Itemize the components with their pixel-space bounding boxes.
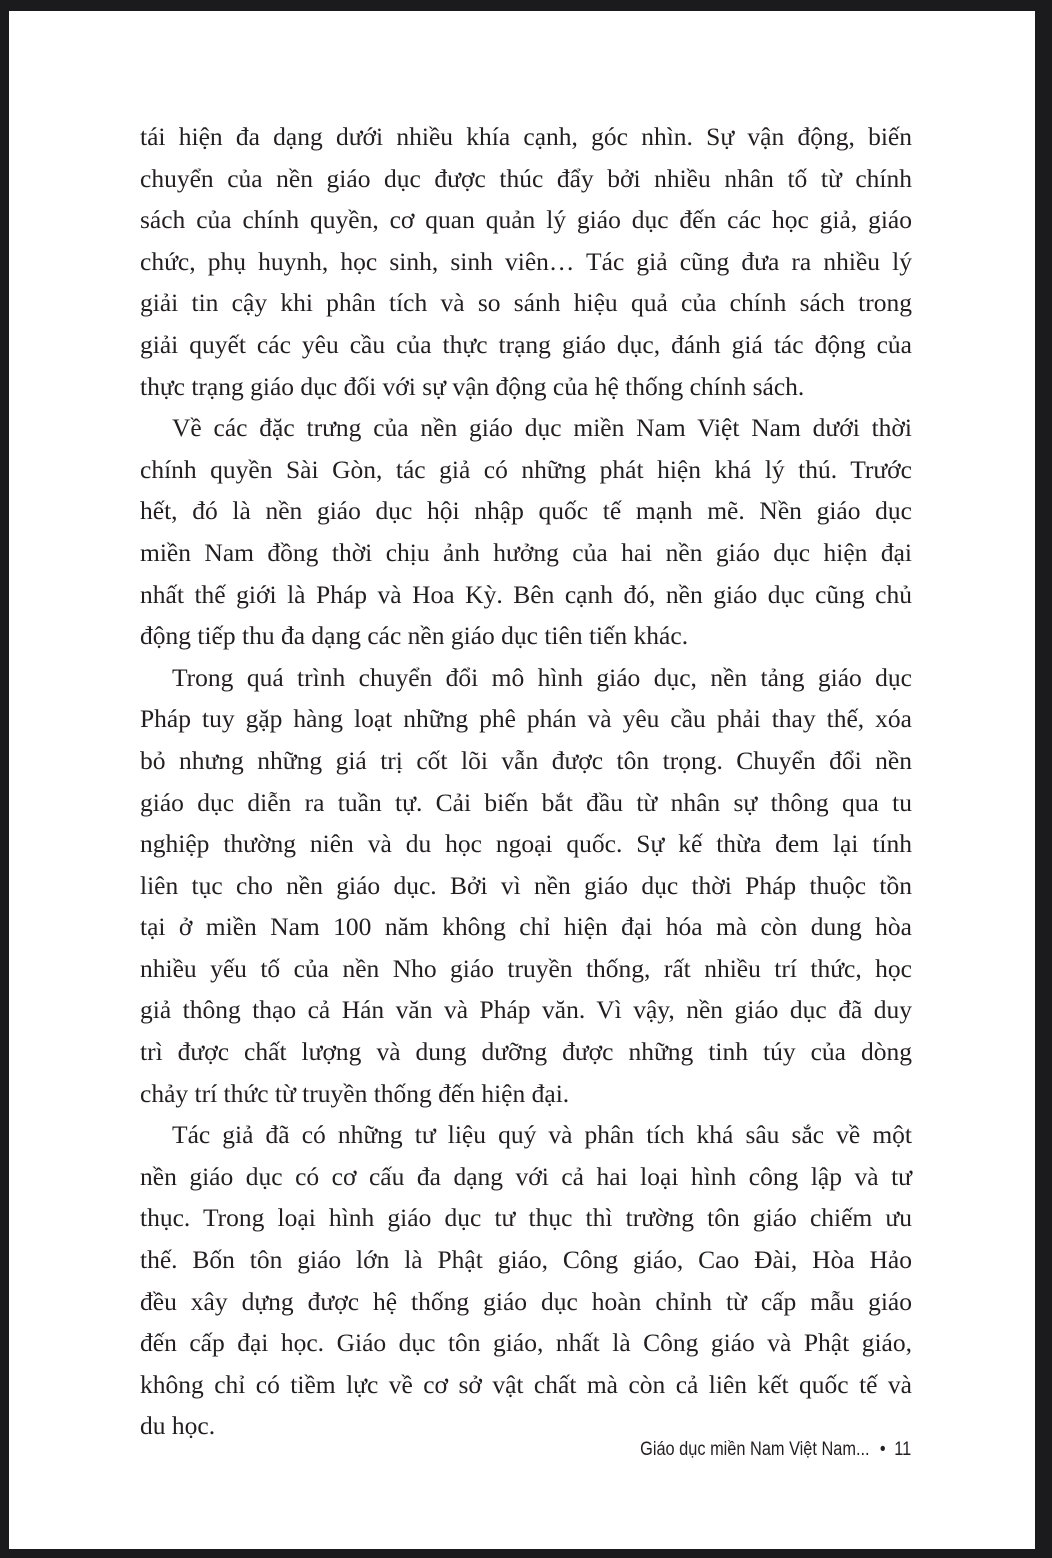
- text-line: thế. Bốn tôn giáo lớn là Phật giáo, Công giáo, Cao Đài, Hòa Hảo: [140, 1245, 912, 1275]
- text-line: trì được chất lượng và dung dưỡng được những tinh túy của dòng: [140, 1037, 912, 1067]
- text-line: liên tục cho nền giáo dục. Bởi vì nền giáo dục thời Pháp thuộc tồn: [140, 870, 912, 900]
- text-line: tái hiện đa dạng dưới nhiều khía cạnh, góc nhìn. Sự vận động, biến: [140, 122, 912, 151]
- text-line: du học.: [140, 1411, 216, 1441]
- text-line: nghiệp thường niên và du học ngoại quốc. Sự kế thừa đem lại tính: [140, 829, 912, 859]
- paragraph: [140, 1114, 912, 1447]
- text-line: giải quyết các yêu cầu của thực trạng giáo dục, đánh giá tác động của: [140, 329, 912, 359]
- text-line: chính quyền Sài Gòn, tác giả có những phát hiện khá lý thú. Trước: [140, 454, 912, 484]
- paragraph: [140, 407, 912, 657]
- text-line: miền Nam đồng thời chịu ảnh hưởng của hai nền giáo dục hiện đại: [140, 537, 912, 567]
- text-line: đều xây dựng được hệ thống giáo dục hoàn chỉnh từ cấp mẫu giáo: [140, 1286, 912, 1316]
- text-line: giải tin cậy khi phân tích và so sánh hiệu quả của chính sách trong: [140, 288, 912, 318]
- text-line: nhất thế giới là Pháp và Hoa Kỳ. Bên cạnh đó, nền giáo dục cũng chủ: [140, 579, 912, 609]
- footer-separator: •: [879, 1439, 886, 1460]
- text-line: giả thông thạo cả Hán văn và Pháp văn. Vì vậy, nền giáo dục đã duy: [140, 995, 912, 1025]
- text-line: không chỉ có tiềm lực về cơ sở vật chất mà còn cả liên kết quốc tế và: [140, 1369, 912, 1399]
- book-page: [9, 11, 1035, 1549]
- text-line: giáo dục diễn ra tuần tự. Cải biến bắt đầu từ nhân sự thông qua tu: [140, 787, 912, 817]
- text-line: nền giáo dục có cơ cấu đa dạng với cả hai loại hình công lập và tư: [140, 1161, 912, 1191]
- text-line: Về các đặc trưng của nền giáo dục miền Nam Việt Nam dưới thời: [172, 413, 912, 443]
- text-line: sách của chính quyền, cơ quan quản lý giáo dục đến các học giả, giáo: [140, 205, 912, 235]
- text-line: chảy trí thức từ truyền thống đến hiện đại.: [140, 1078, 570, 1108]
- text-line: thực trạng giáo dục đối với sự vận động của hệ thống chính sách.: [140, 371, 805, 401]
- text-line: Tác giả đã có những tư liệu quý và phân tích khá sâu sắc về một: [172, 1120, 912, 1150]
- body-text: [140, 116, 912, 1447]
- page-footer: [640, 1439, 911, 1461]
- text-line: chuyển của nền giáo dục được thúc đẩy bởi nhiều nhân tố từ chính: [140, 163, 912, 193]
- text-line: tại ở miền Nam 100 năm không chỉ hiện đại hóa mà còn dung hòa: [140, 912, 912, 942]
- text-line: nhiều yếu tố của nền Nho giáo truyền thống, rất nhiều trí thức, học: [140, 953, 912, 983]
- paragraph: [140, 657, 912, 1115]
- text-line: động tiếp thu đa dạng các nền giáo dục tiên tiến khác.: [140, 621, 689, 651]
- text-line: thục. Trong loại hình giáo dục tư thục thì trường tôn giáo chiếm ưu: [140, 1203, 912, 1233]
- text-line: bỏ nhưng những giá trị cốt lõi vẫn được tôn trọng. Chuyển đổi nền: [140, 745, 912, 775]
- text-line: chức, phụ huynh, học sinh, sinh viên… Tác giả cũng đưa ra nhiều lý: [140, 246, 912, 276]
- text-line: Pháp tuy gặp hàng loạt những phê phán và yêu cầu phải thay thế, xóa: [140, 704, 912, 734]
- paragraph: [140, 116, 912, 407]
- page-number: 11: [894, 1439, 911, 1460]
- text-line: hết, đó là nền giáo dục hội nhập quốc tế mạnh mẽ. Nền giáo dục: [140, 496, 912, 526]
- text-line: Trong quá trình chuyển đổi mô hình giáo dục, nền tảng giáo dục: [172, 662, 912, 692]
- running-title: Giáo dục miền Nam Việt Nam...: [639, 1439, 870, 1460]
- text-line: đến cấp đại học. Giáo dục tôn giáo, nhất là Công giáo và Phật giáo,: [140, 1328, 912, 1358]
